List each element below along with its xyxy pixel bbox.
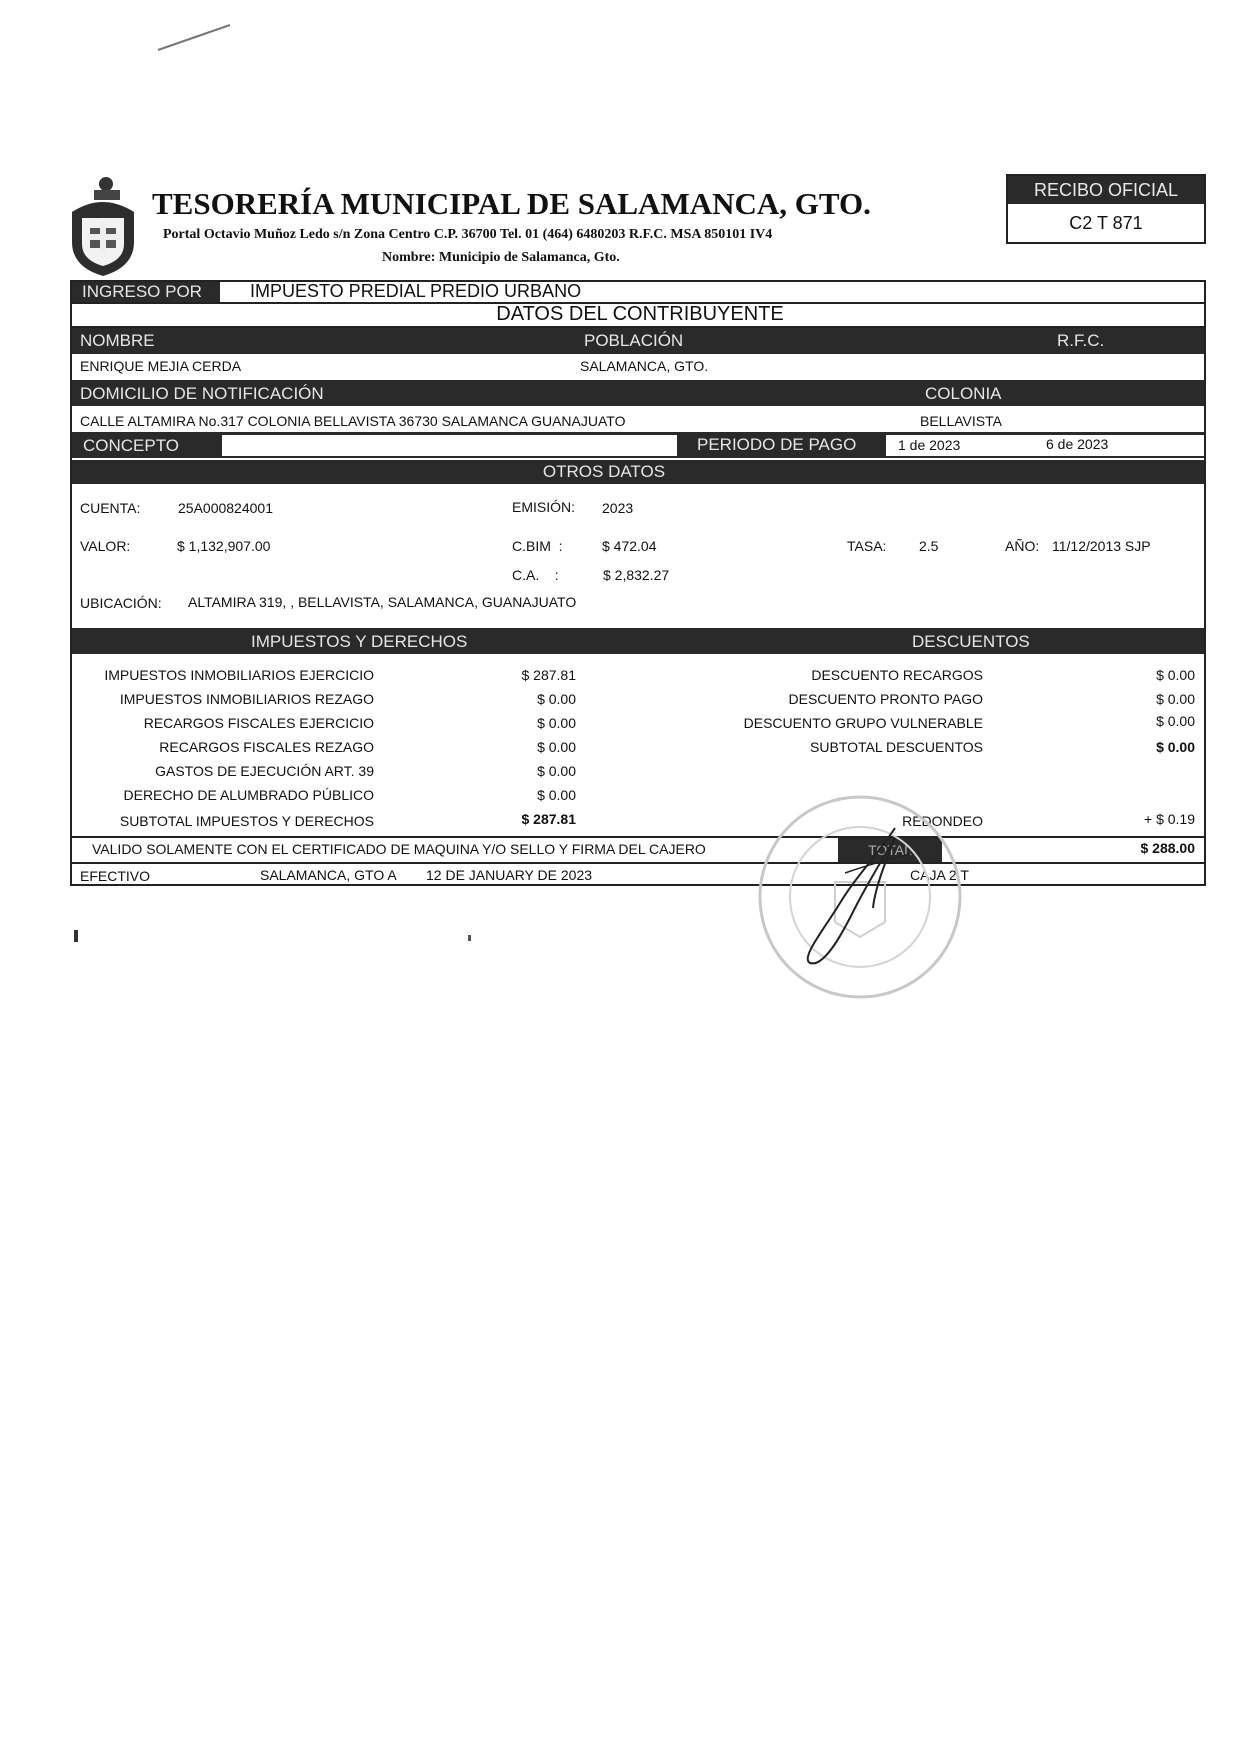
periodo-hasta: 6 de 2023 — [1046, 436, 1109, 452]
impuesto-row-label: RECARGOS FISCALES EJERCICIO — [143, 715, 374, 731]
total-label: TOTAL — [868, 842, 912, 858]
otros-datos-title: OTROS DATOS — [542, 462, 666, 481]
descuentos-title: DESCUENTOS — [912, 632, 1030, 651]
impuesto-row-value: $ 287.81 — [521, 667, 576, 683]
descuento-row-value: $ 0.00 — [1156, 667, 1195, 683]
concepto-label: CONCEPTO — [83, 436, 180, 455]
ca-value: $ 2,832.27 — [603, 567, 670, 583]
impuestos-subtotal-label: SUBTOTAL IMPUESTOS Y DERECHOS — [119, 813, 374, 829]
poblacion-value: SALAMANCA, GTO. — [580, 358, 709, 374]
forma-pago: EFECTIVO — [80, 868, 151, 884]
descuento-row-label: DESCUENTO GRUPO VULNERABLE — [743, 715, 983, 731]
nombre-label: NOMBRE — [80, 331, 155, 350]
domicilio-label: DOMICILIO DE NOTIFICACIÓN — [80, 384, 324, 403]
redondeo-label: REDONDEO — [902, 813, 983, 829]
impuesto-row-label: DERECHO DE ALUMBRADO PÚBLICO — [123, 787, 374, 803]
validity-note: VALIDO SOLAMENTE CON EL CERTIFICADO DE MAQUINA Y/O SELLO Y FIRMA DEL CAJERO — [92, 841, 706, 857]
fecha: 12 DE JANUARY DE 2023 — [426, 867, 593, 883]
impuesto-row-value: $ 0.00 — [537, 715, 576, 731]
receipt-label: RECIBO OFICIAL — [1008, 176, 1204, 204]
anio-value: 11/12/2013 SJP — [1052, 538, 1151, 554]
descuento-row-label: DESCUENTO RECARGOS — [811, 667, 983, 683]
divider — [70, 862, 1206, 864]
descuento-row-value: $ 0.00 — [1156, 713, 1195, 729]
descuento-row-value: $ 0.00 — [1156, 691, 1195, 707]
impuesto-row-label: IMPUESTOS INMOBILIARIOS EJERCICIO — [104, 667, 374, 683]
periodo-desde: 1 de 2023 — [898, 437, 961, 453]
nombre-value: ENRIQUE MEJIA CERDA — [80, 358, 242, 374]
impuesto-row-value: $ 0.00 — [537, 739, 576, 755]
ubicacion-label: UBICACIÓN: — [80, 595, 162, 611]
valor-value: $ 1,132,907.00 — [177, 538, 271, 554]
cuenta-label: CUENTA: — [80, 500, 141, 516]
valor-label: VALOR: — [80, 538, 131, 554]
caja: CAJA 2 T — [910, 867, 969, 883]
anio-label: AÑO: — [1005, 538, 1040, 554]
impuesto-row-label: GASTOS DE EJECUCIÓN ART. 39 — [155, 763, 374, 779]
municipal-coat-of-arms-logo — [68, 172, 138, 280]
total-value: $ 288.00 — [1140, 840, 1195, 856]
agency-address: Portal Octavio Muñoz Ledo s/n Zona Centro C.P. 36700 Tel. 01 (464) 6480203 R.F.C. MSA 850101 IV4 — [163, 227, 773, 242]
receipt-number: C2 T 871 — [1069, 213, 1143, 233]
tasa-label: TASA: — [847, 538, 887, 554]
impuesto-row-value: $ 0.00 — [537, 787, 576, 803]
cashier-signature — [785, 818, 935, 968]
ca-label: C.A. : — [512, 567, 559, 583]
impuesto-row-label: IMPUESTOS INMOBILIARIOS REZAGO — [119, 691, 374, 707]
impuestos-descuentos-bar — [72, 628, 1204, 654]
lugar: SALAMANCA, GTO A — [260, 867, 397, 883]
descuentos-subtotal-label: SUBTOTAL DESCUENTOS — [810, 739, 983, 755]
agency-name-line: Nombre: Municipio de Salamanca, Gto. — [382, 250, 620, 265]
ingreso-value: IMPUESTO PREDIAL PREDIO URBANO — [250, 281, 582, 301]
impuesto-row-label: RECARGOS FISCALES REZAGO — [159, 739, 374, 755]
poblacion-label: POBLACIÓN — [584, 331, 684, 350]
rfc-label: R.F.C. — [1057, 331, 1105, 350]
impuesto-row-value: $ 0.00 — [537, 763, 576, 779]
cuenta-value: 25A000824001 — [178, 500, 273, 516]
cbim-value: $ 472.04 — [602, 538, 657, 554]
stray-mark — [468, 935, 471, 941]
impuesto-row-value: $ 0.00 — [537, 691, 576, 707]
impuestos-title: IMPUESTOS Y DERECHOS — [251, 632, 468, 651]
stray-mark — [74, 930, 78, 942]
receipt-box — [1006, 174, 1206, 244]
descuentos-subtotal-value: $ 0.00 — [1156, 739, 1195, 755]
pen-mark — [155, 20, 235, 55]
agency-title: TESORERÍA MUNICIPAL DE SALAMANCA, GTO. — [152, 186, 871, 221]
ingreso-label: INGRESO POR — [72, 282, 220, 302]
colonia-label: COLONIA — [925, 384, 1002, 403]
cbim-label: C.BIM : — [512, 538, 563, 554]
descuento-row-label: DESCUENTO PRONTO PAGO — [788, 691, 983, 707]
domicilio-value: CALLE ALTAMIRA No.317 COLONIA BELLAVISTA 36730 SALAMANCA GUANAJUATO — [80, 413, 626, 429]
tasa-value: 2.5 — [919, 538, 939, 554]
colonia-value: BELLAVISTA — [920, 413, 1002, 429]
emision-value: 2023 — [602, 500, 634, 516]
redondeo-value: + $ 0.19 — [1144, 811, 1195, 827]
periodo-label: PERIODO DE PAGO — [697, 435, 857, 454]
impuestos-subtotal-value: $ 287.81 — [521, 811, 576, 827]
concepto-field — [222, 435, 677, 456]
contribuyente-title: DATOS DEL CONTRIBUYENTE — [496, 303, 784, 325]
ubicacion-value: ALTAMIRA 319, , BELLAVISTA, SALAMANCA, GUANAJUATO — [188, 594, 577, 610]
divider — [70, 836, 1206, 838]
emision-label: EMISIÓN: — [512, 499, 576, 515]
